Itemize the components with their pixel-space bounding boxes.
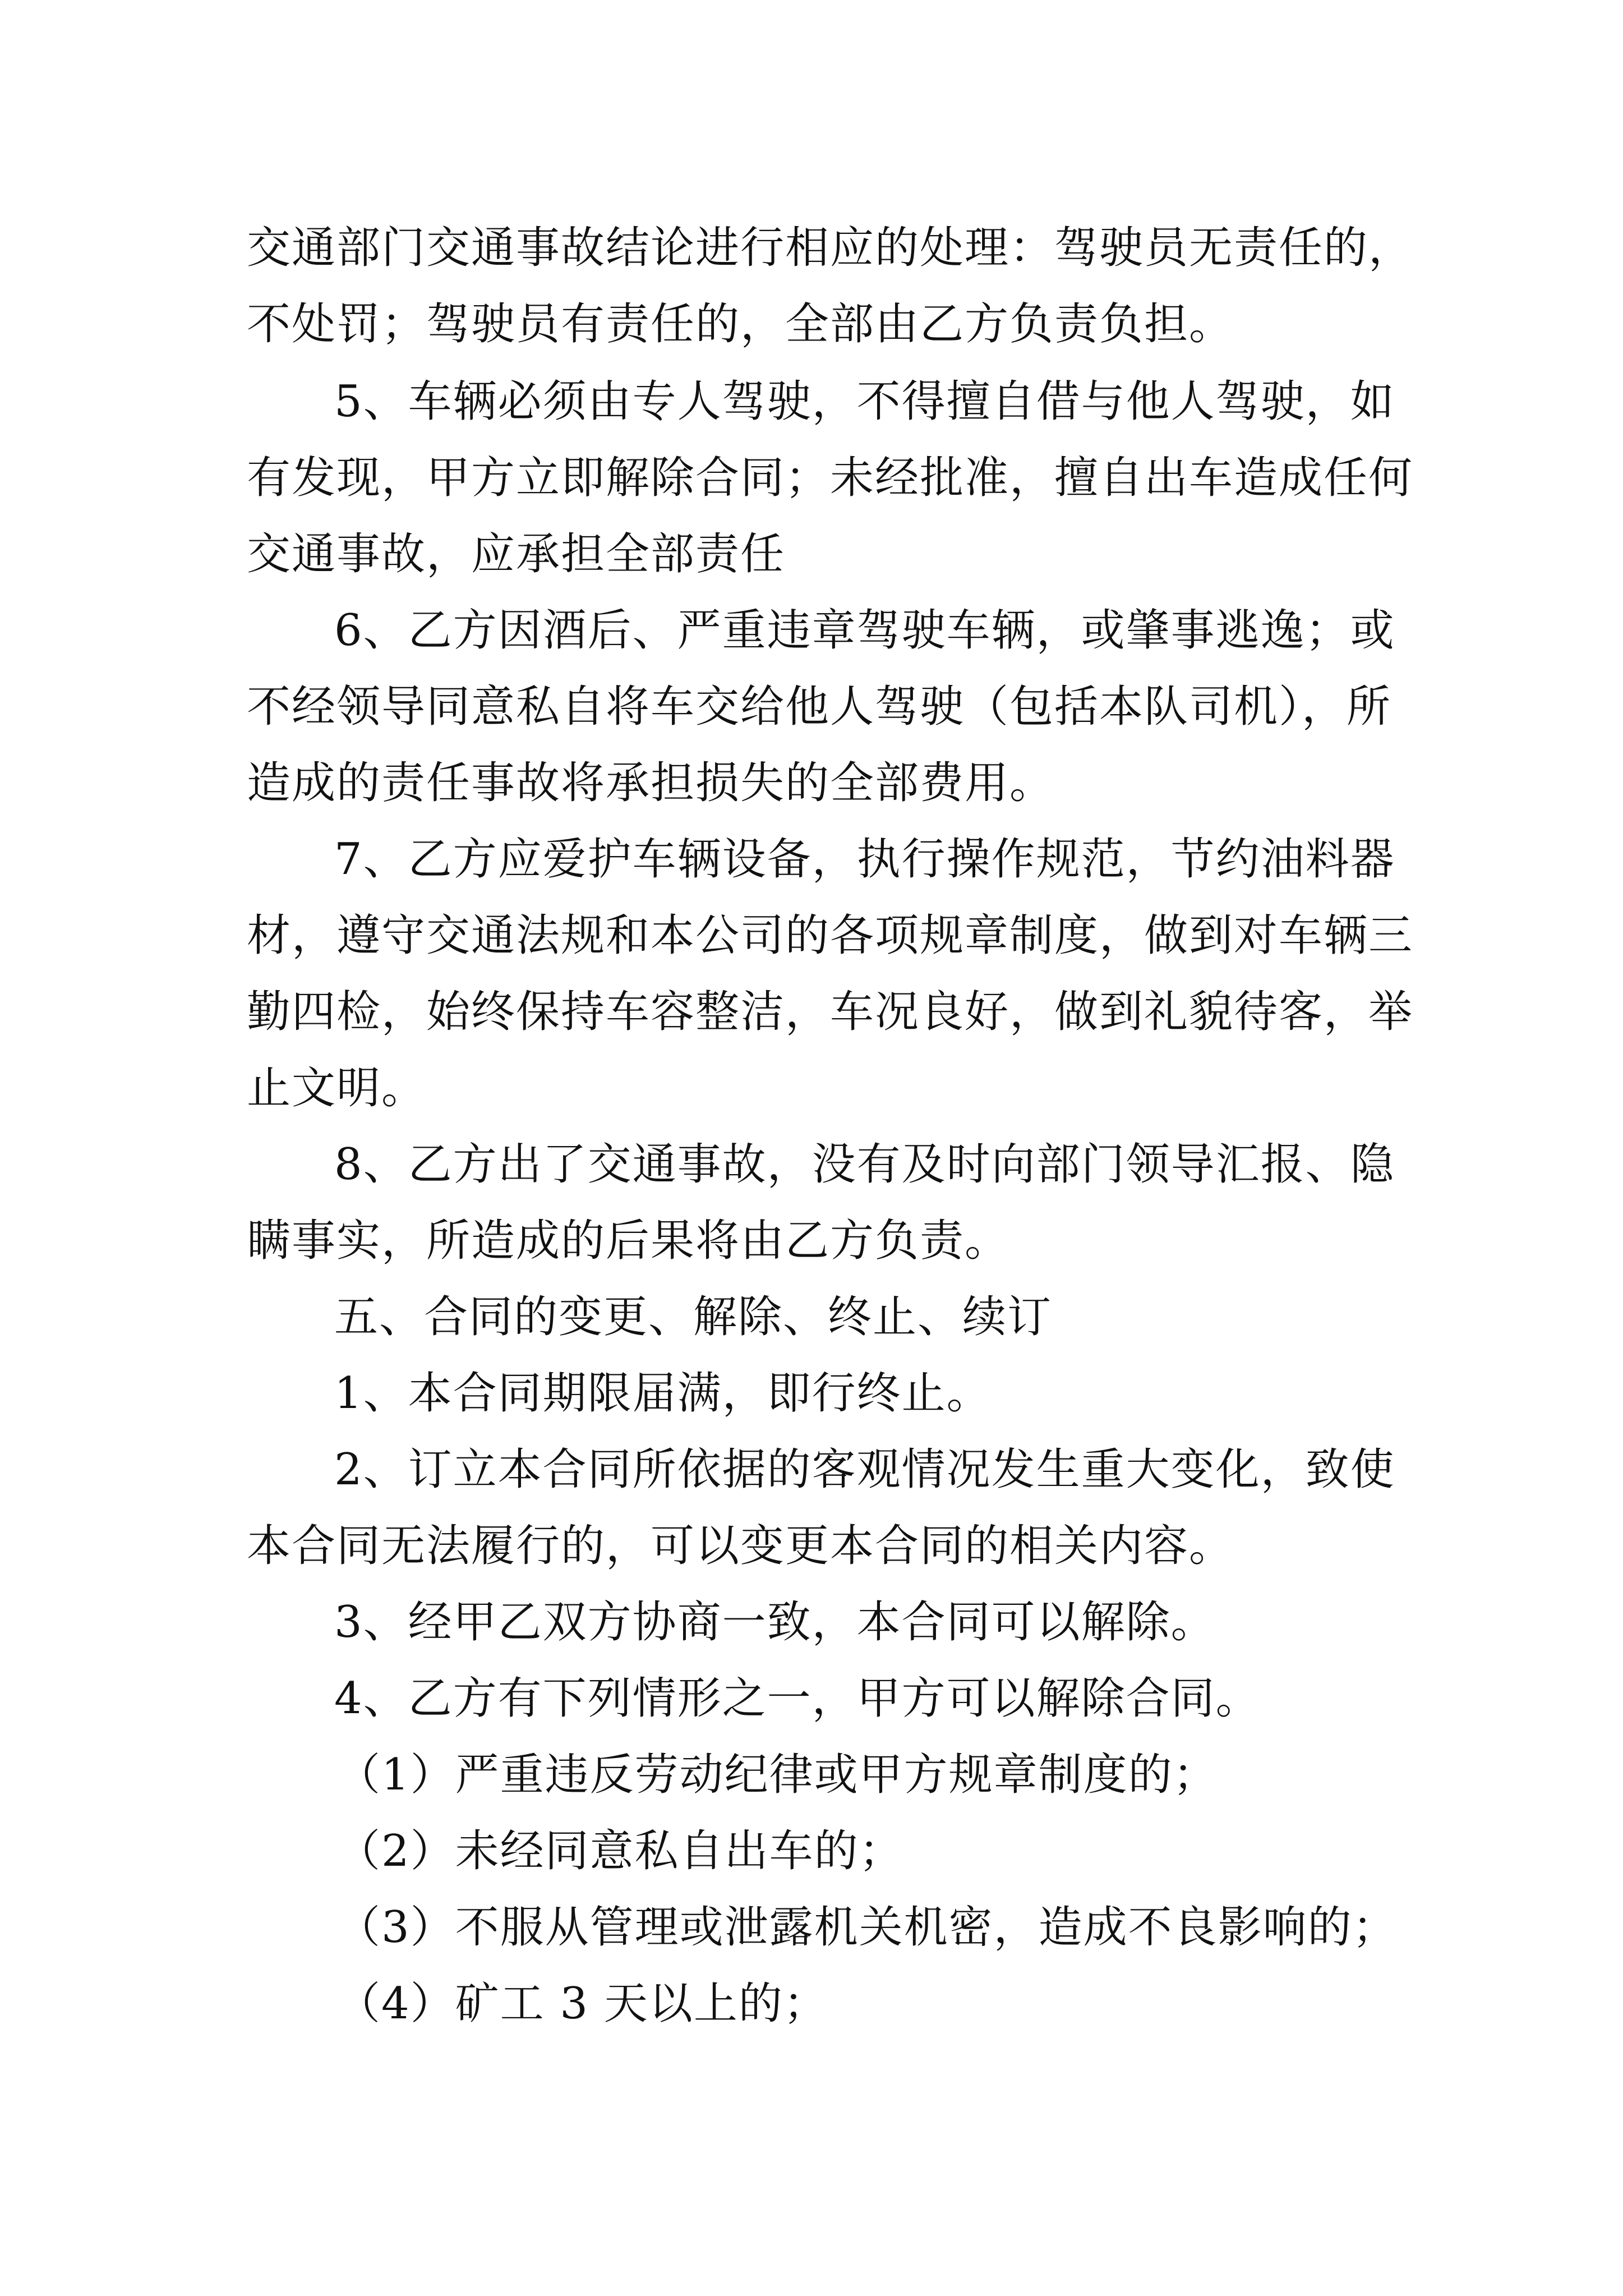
clause-6-line-1: 6、乙方因酒后、严重违章驾驶车辆，或肇事逃逸；或 xyxy=(334,605,1395,656)
section-5-heading: 五、合同的变更、解除、终止、续订 xyxy=(334,1292,1053,1342)
clause-5-line-1: 5、车辆必须由专人驾驶，不得擅自借与他人驾驶，如 xyxy=(334,376,1395,427)
clause-5-line-2: 有发现，甲方立即解除合同；未经批准，擅自出车造成任何 xyxy=(247,453,1414,503)
section-5-item-1: 1、本合同期限届满，即行终止。 xyxy=(334,1368,992,1419)
section-5-item-4: 4、乙方有下列情形之一，甲方可以解除合同。 xyxy=(334,1673,1261,1724)
clause-8-line-2: 瞒事实，所造成的后果将由乙方负责。 xyxy=(247,1216,1010,1266)
clause-6-line-2: 不经领导同意私自将车交给他人驾驶（包括本队司机），所 xyxy=(247,682,1392,732)
sub-item-3: （3）不服从管理或泄露机关机密，造成不良影响的； xyxy=(336,1902,1398,1953)
clause-4-line-2: 不处罚；驾驶员有责任的，全部由乙方负责负担。 xyxy=(247,299,1234,349)
clause-7-line-1: 7、乙方应爱护车辆设备，执行操作规范，节约油料器 xyxy=(334,834,1395,885)
clause-7-line-2: 材，遵守交通法规和本公司的各项规章制度，做到对车辆三 xyxy=(247,910,1414,961)
clause-7-line-3: 勤四检，始终保持车容整洁，车况良好，做到礼貌待客，举 xyxy=(247,987,1414,1037)
section-5-item-2-line-2: 本合同无法履行的，可以变更本合同的相关内容。 xyxy=(247,1521,1234,1571)
clause-5-line-3: 交通事故，应承担全部责任 xyxy=(247,529,786,579)
sub-item-4: （4）矿工 3 天以上的； xyxy=(336,1978,828,2029)
clause-8-line-1: 8、乙方出了交通事故，没有及时向部门领导汇报、隐 xyxy=(334,1139,1395,1190)
section-5-item-2-line-1: 2、订立本合同所依据的客观情况发生重大变化，致使 xyxy=(334,1444,1395,1495)
sub-item-2: （2）未经同意私自出车的； xyxy=(336,1826,904,1876)
clause-4-line-1: 交通部门交通事故结论进行相应的处理：驾驶员无责任的， xyxy=(247,223,1414,273)
clause-6-line-3: 造成的责任事故将承担损失的全部费用。 xyxy=(247,758,1055,808)
section-5-item-3: 3、经甲乙双方协商一致，本合同可以解除。 xyxy=(334,1597,1216,1648)
clause-7-line-4: 止文明。 xyxy=(247,1063,427,1114)
sub-item-1: （1）严重违反劳动纪律或甲方规章制度的； xyxy=(336,1750,1218,1800)
